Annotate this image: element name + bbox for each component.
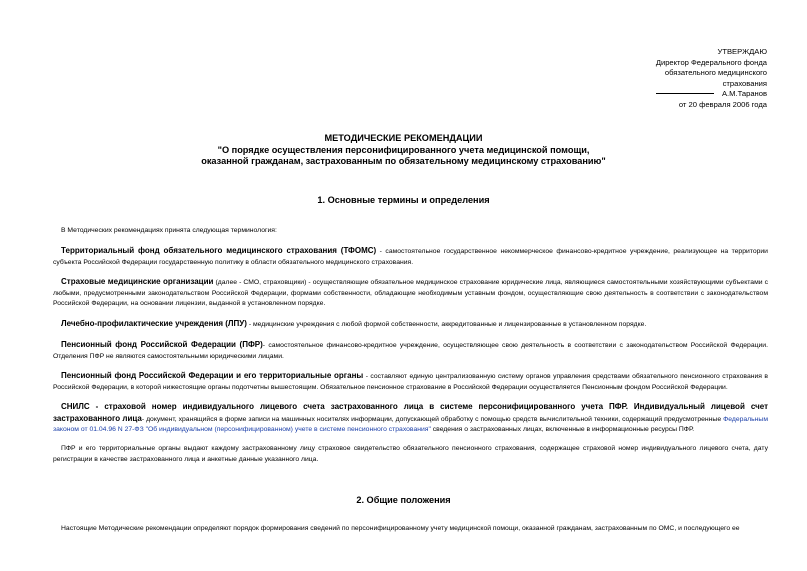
definition-pfr: Пенсионный фонд Российской Федерации (ПФР)- самостоятельное финансово-кредитное учреждение, осуществляющее свою деятельность в соответствии с законодательством Российской Федерации. Отделения ПФР не являются самостоятельными юридическими лицами. [53,340,768,360]
term-pfr-territorial: Пенсионный фонд Российской Федерации и его территориальные органы [61,371,364,380]
approval-heading: УТВЕРЖДАЮ [717,47,767,56]
signer-name: А.М.Таранов [721,89,767,99]
section-1-title: 1. Основные термины и определения [317,195,490,205]
term-snils: СНИЛС - страховой номер индивидуального лицевого счета застрахованного лица в системе персонифицированного учета ПФР. Индивидуальный лицевой счет застрахованного лица [53,402,768,423]
term-lpu: Лечебно-профилактические учреждения (ЛПУ) [61,319,247,328]
definition-lpu: Лечебно-профилактические учреждения (ЛПУ) - медицинские учреждения с любой формой собственности, аккредитованные и лицензированные в установленном порядке. [61,319,647,328]
section-2-paragraph-1: Настоящие Методические рекомендации определяют порядок формирования сведений по персонифицированному учету медицинской помощи, оказанной гражданам, застрахованным по ОМС, и последующего ее [61,525,740,532]
section-1-closing-paragraph: ПФР и его территориальные органы выдают каждому застрахованному лицу страховое свидетельство обязательного пенсионного страхования, содержащее страховой номер индивидуального лицевого счета, дату регистрации в качестве застрахованного лица и анкетные данные указанного лица. [53,445,768,463]
term-pfr: Пенсионный фонд Российской Федерации (ПФР) [61,340,263,349]
section-1-intro: В Методических рекомендациях принята следующая терминология: [61,227,277,234]
definition-smo: Страховые медицинские организации (далее - СМО, страховщики) - осуществляющие обязательное медицинское страхование юридические лица, являющиеся самостоятельными хозяйствующими субъектами с любыми, предусмотренными законодательством Российской Федерации, формами собственности, обладающие необходимым уставным фондом, осуществляющие свою деятельность в соответствии с законодательством Российской Федерации, на основании лицензии, выданной в установленном порядке. [53,277,769,308]
approval-signature [567,89,767,100]
document-title [0,133,807,168]
federal-law-link[interactable]: Федеральным законом от 01.04.96 N 27-ФЗ "Об индивидуальном (персонифицированном) учете в системе пенсионного страхования" [53,415,768,434]
approval-position: Директор Федерального фонда [655,57,767,67]
title-line-3: оказанной гражданам, застрахованным по обязательному медицинскому страхованию" [201,156,606,166]
signature-line [656,93,714,94]
approval-position-3: страхования [722,78,767,88]
approval-date: от 20 февраля 2006 года [678,99,767,109]
definition-tfoms: Территориальный фонд обязательного медицинского страхования (ТФОМС) - самостоятельное государственное некоммерческое финансово-кредитное учреждение, реализующее на территории субъекта Российской Федерации государственную политику в области обязательного медицинского страхования. [53,246,768,266]
title-line-2: "О порядке осуществления персонифицированного учета медицинской помощи, [217,144,590,155]
approval-position-2: обязательного медицинского [664,68,767,78]
definition-snils: СНИЛС - страховой номер индивидуального лицевого счета застрахованного лица в системе персонифицированного учета ПФР. Индивидуальный лицевой счет застрахованного лица- документ, хранящийся в форме записи на машинных носителях информации, допускающей обработку с помощью средств вычислительной техники, содержащий предусмотренные Федеральным законом от 01.04.96 N 27-ФЗ "Об индивидуальном (персонифицированном) учете в системе пенсионного страхования" сведения о застрахованных лицах, включенные в информационные ресурсы ПФР. [53,402,768,434]
definition-pfr-territorial: Пенсионный фонд Российской Федерации и его территориальные органы - составляют единую централизованную систему органов управления средствами обязательного пенсионного страхования в Российской Федерации, в которой нижестоящие органы подотчетны вышестоящим. Обязательное пенсионное страхование в Российской Федерации осуществляется Пенсионным фондом Российской Федерации. [53,371,768,391]
term-tfoms: Территориальный фонд обязательного медицинского страхования (ТФОМС) [61,246,377,255]
term-smo: Страховые медицинские организации [61,277,214,286]
section-2-title: 2. Общие положения [356,495,451,505]
title-line-1: МЕТОДИЧЕСКИЕ РЕКОМЕНДАЦИИ [324,133,483,143]
approval-block [567,47,767,111]
